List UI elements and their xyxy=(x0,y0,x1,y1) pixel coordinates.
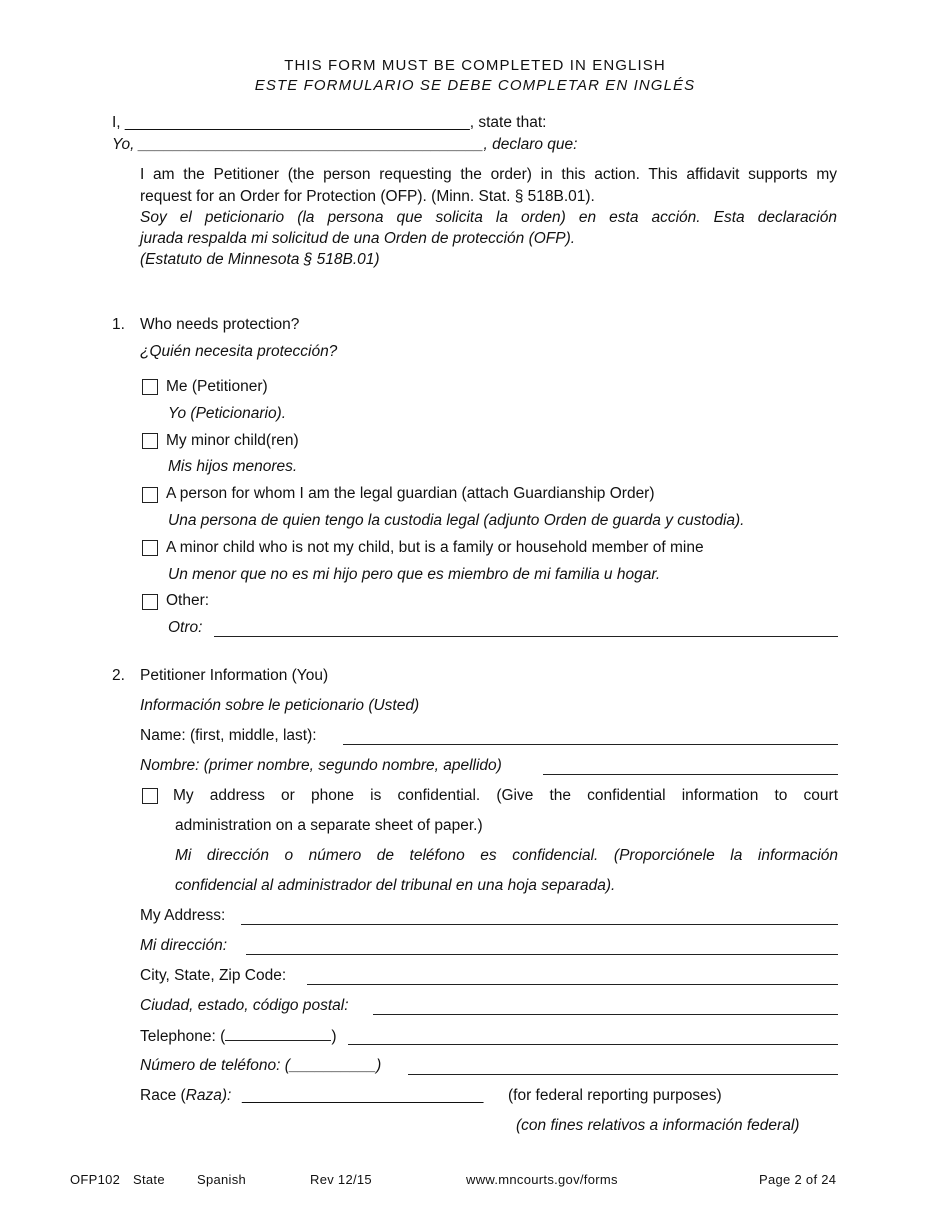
address-label-es: Mi dirección: xyxy=(140,937,227,954)
footer-state: State xyxy=(133,1172,165,1187)
telephone-input-line[interactable] xyxy=(348,1044,838,1045)
intro-para-es-3: (Estatuto de Minnesota § 518B.01) xyxy=(140,251,380,268)
footer-form-id: OFP102 xyxy=(70,1172,121,1187)
race-label-es: Raza): xyxy=(185,1087,232,1104)
intro-yo-suffix: , declaro que: xyxy=(483,136,578,153)
address-label: My Address: xyxy=(140,907,226,924)
section2-title-en: Petitioner Information (You) xyxy=(140,667,329,684)
option-me-label-es: Yo (Peticionario). xyxy=(168,405,287,422)
area-code-input-line[interactable] xyxy=(225,1028,331,1041)
race-input-blank[interactable]: ____________________________ xyxy=(242,1087,484,1104)
confidential-text-en-2: administration on a separate sheet of paper.) xyxy=(175,817,483,834)
address-input-line[interactable] xyxy=(241,924,838,925)
header-spanish: ESTE FORMULARIO SE DEBE COMPLETAR EN INGLÉS xyxy=(254,77,696,94)
city-label: City, State, Zip Code: xyxy=(140,967,287,984)
footer-revision: Rev 12/15 xyxy=(310,1172,372,1187)
address-input-line-es[interactable] xyxy=(246,954,838,955)
intro-para-en-1: I am the Petitioner (the person requesting the order) in this action. This affidavit supports my xyxy=(140,166,837,183)
option-other-checkbox[interactable] xyxy=(142,594,158,610)
intro-yo-prefix: Yo, xyxy=(112,136,139,153)
option-me-checkbox[interactable] xyxy=(142,379,158,395)
option-guardian-label: A person for whom I am the legal guardian (attach Guardianship Order) xyxy=(166,485,655,502)
telephone-prefix: Telephone: ( xyxy=(140,1028,226,1045)
intro-i-prefix: I, xyxy=(112,114,125,131)
option-guardian-checkbox[interactable] xyxy=(142,487,158,503)
option-guardian-label-es: Una persona de quien tengo la custodia legal (adjunto Orden de guarda y custodia). xyxy=(168,512,745,529)
intro-yo-blank[interactable]: ________________________________________ xyxy=(138,136,484,153)
race-note-es: (con fines relativos a información federal) xyxy=(516,1117,800,1134)
intro-yo-line xyxy=(112,137,577,153)
confidential-text-es-1: Mi dirección o número de teléfono es confidencial. (Proporciónele la información xyxy=(175,847,838,864)
option-household-minor-label-es: Un menor que no es mi hijo pero que es miembro de mi familia u hogar. xyxy=(168,566,661,583)
intro-para-es-1: Soy el peticionario (la persona que solicita la orden) en esta acción. Esta declaración xyxy=(140,209,837,226)
section2-number: 2. xyxy=(112,667,125,684)
intro-i-suffix: , state that: xyxy=(469,114,547,131)
telephone-label xyxy=(140,1028,336,1045)
option-other-label-es: Otro: xyxy=(168,619,203,636)
section1-title-es: ¿Quién necesita protección? xyxy=(140,343,338,360)
race-line xyxy=(140,1088,231,1104)
option-other-label: Other: xyxy=(166,592,210,609)
option-household-minor-checkbox[interactable] xyxy=(142,540,158,556)
other-input-line[interactable] xyxy=(214,636,838,637)
city-input-line-es[interactable] xyxy=(373,1014,838,1015)
city-label-es: Ciudad, estado, código postal: xyxy=(140,997,349,1014)
confidential-text-en-1: My address or phone is confidential. (Give the confidential information to court xyxy=(173,787,838,804)
name-label: Name: (first, middle, last): xyxy=(140,727,317,744)
race-note-en: (for federal reporting purposes) xyxy=(508,1087,722,1104)
intro-i-blank[interactable]: ________________________________________ xyxy=(124,114,470,131)
option-minor-children-label-es: Mis hijos menores. xyxy=(168,458,298,475)
name-input-line-es[interactable] xyxy=(543,774,838,775)
telephone-suffix: ) xyxy=(331,1028,337,1045)
option-minor-children-label: My minor child(ren) xyxy=(166,432,299,449)
city-input-line[interactable] xyxy=(307,984,838,985)
option-household-minor-label: A minor child who is not my child, but is a family or household member of mine xyxy=(166,539,704,556)
telephone-input-line-es[interactable] xyxy=(408,1074,838,1075)
header-english: THIS FORM MUST BE COMPLETED IN ENGLISH xyxy=(284,57,666,74)
telephone-label-es: Número de teléfono: (__________) xyxy=(140,1057,382,1074)
intro-para-es-2: jurada respalda mi solicitud de una Orden de protección (OFP). xyxy=(140,230,576,247)
intro-i-line xyxy=(112,115,546,131)
footer-page-number: Page 2 of 24 xyxy=(759,1172,837,1187)
section1-title-en: Who needs protection? xyxy=(140,316,300,333)
intro-para-en-2: request for an Order for Protection (OFP). (Minn. Stat. § 518B.01). xyxy=(140,188,595,205)
confidential-checkbox[interactable] xyxy=(142,788,158,804)
footer-url[interactable]: www.mncourts.gov/forms xyxy=(466,1172,618,1187)
option-minor-children-checkbox[interactable] xyxy=(142,433,158,449)
name-input-line[interactable] xyxy=(343,744,838,745)
footer-language: Spanish xyxy=(197,1172,247,1187)
option-me-label: Me (Petitioner) xyxy=(166,378,268,395)
confidential-text-es-2: confidencial al administrador del tribunal en una hoja separada). xyxy=(175,877,616,894)
name-label-es: Nombre: (primer nombre, segundo nombre, apellido) xyxy=(140,757,502,774)
section1-number: 1. xyxy=(112,316,125,333)
section2-title-es: Información sobre le peticionario (Usted) xyxy=(140,697,420,714)
race-label: Race ( xyxy=(140,1087,186,1104)
